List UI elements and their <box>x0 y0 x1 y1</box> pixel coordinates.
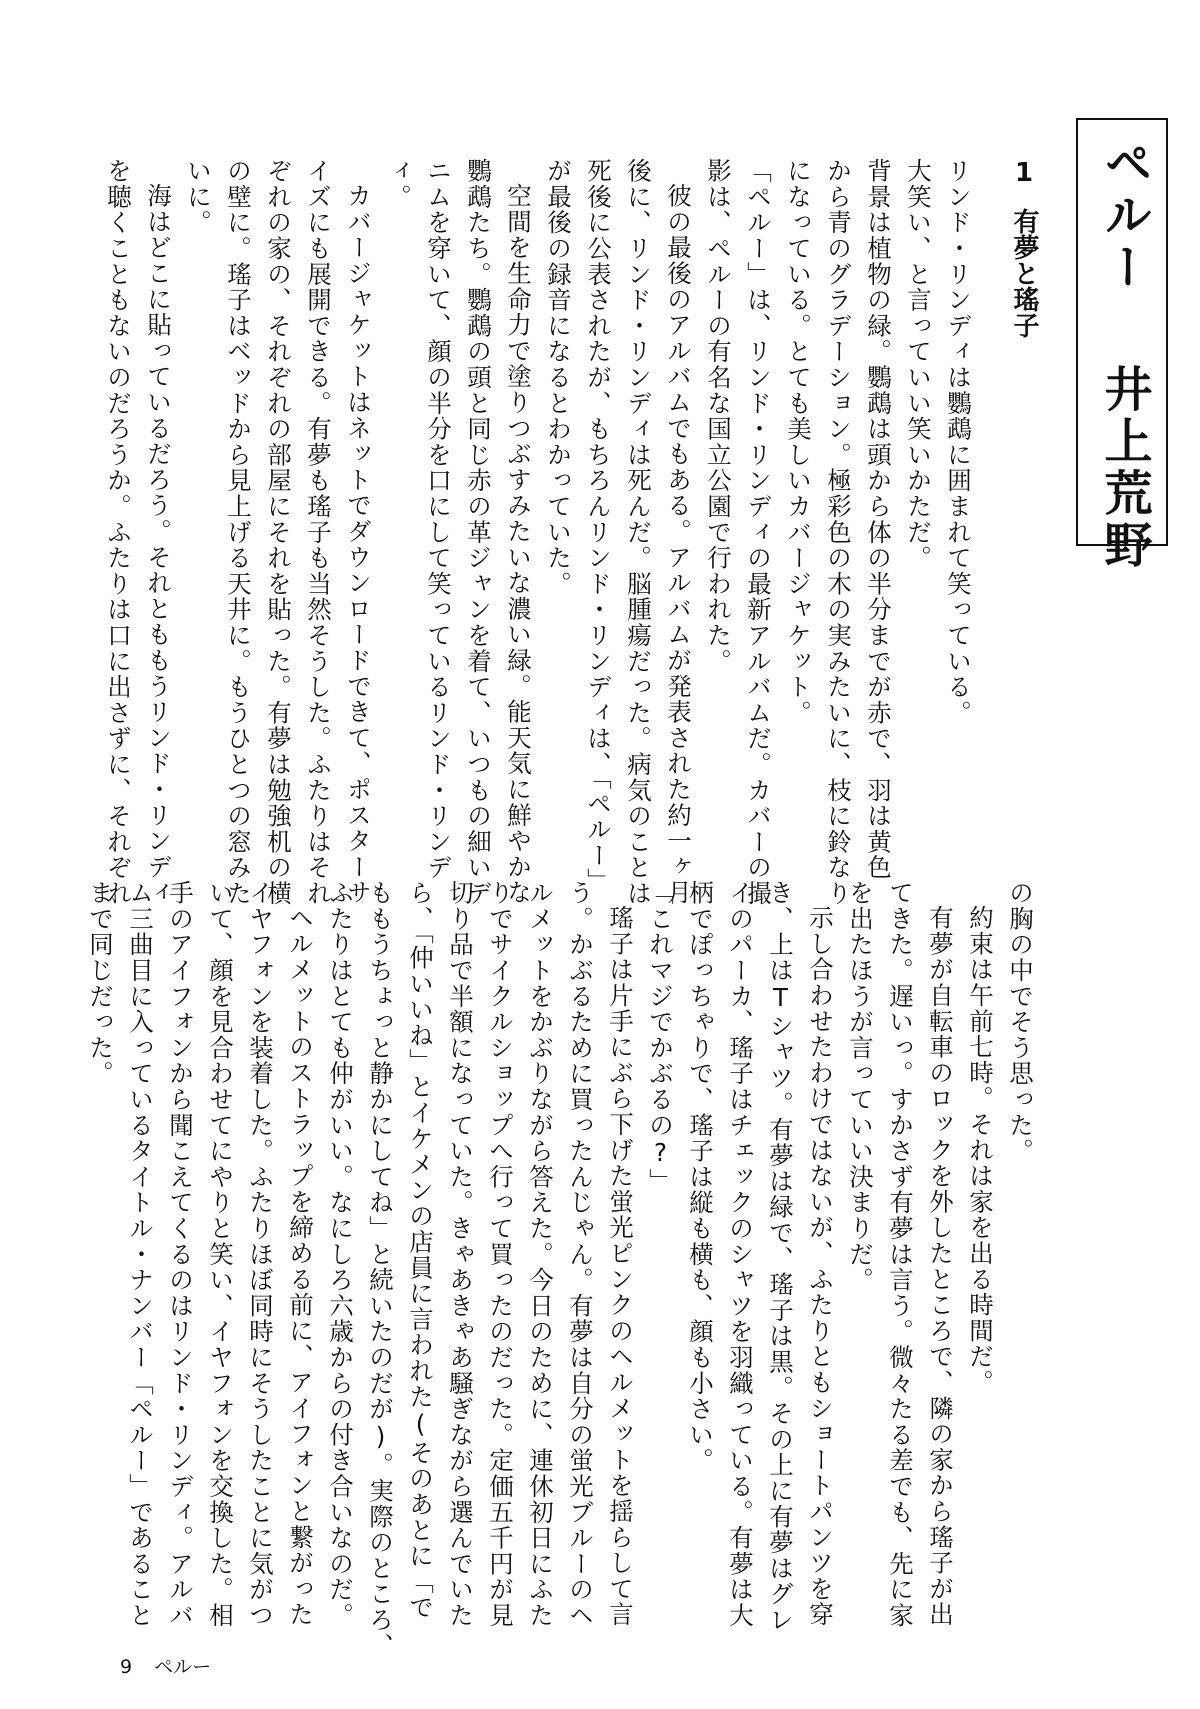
text-line: 鸚鵡たち。鸚鵡の頭と同じ赤の革ジャンを着て、いつもの細いデ <box>464 158 493 907</box>
work-title: ペルー <box>1096 138 1152 294</box>
text-line: 有夢が自転車のロックを外したところで、隣の家から瑤子が出 <box>926 904 955 1627</box>
paragraph <box>778 158 898 907</box>
text-line: まで同じだった。 <box>86 880 115 1087</box>
text-line: を出たほうが言っていい決まりだ。 <box>846 880 875 1293</box>
text-line: 背景は植物の緑。鸚鵡は頭から体の半分までが赤で、羽は黄色 <box>864 158 893 881</box>
text-line: を聴くこともないのだろうか。ふたりは口に出さずに、それぞれ <box>104 158 133 907</box>
section-title: 有夢と瑤子 <box>1009 208 1039 338</box>
text-line: ら、「仲いいね」とイケメンの店員に言われた(そのあとに「で <box>406 880 435 1621</box>
text-line: りでサイクルショップへ行って買ったのだった。定価五千円が見 <box>486 880 515 1629</box>
text-line: う。かぶるために買ったんじゃん。有夢は自分の蛍光ブルーのヘ <box>566 880 595 1629</box>
text-line: 彼の最後のアルバムでもある。アルバムが発表された約一ヶ月 <box>664 182 693 905</box>
text-line: 「これマジでかぶるの?」 <box>646 880 675 1195</box>
upper-text-block <box>104 158 978 907</box>
text-line: になっている。とても美しいカバージャケット。 <box>784 158 813 726</box>
paragraph <box>178 158 378 907</box>
section-heading <box>1006 158 1042 378</box>
text-line: ヘルメットのストラップを締める前に、アイフォンと繋がった <box>286 904 315 1627</box>
paragraph <box>898 158 978 808</box>
text-line: 瑤子は片手にぶら下げた蛍光ピンクのヘルメットを揺らして言 <box>606 904 635 1627</box>
title-line <box>1096 138 1152 572</box>
paragraph <box>640 880 680 1550</box>
paragraph <box>698 158 778 907</box>
page-number: 9 <box>120 1656 133 1678</box>
text-line: リンド・リンディは鸚鵡に囲まれて笑っている。 <box>944 158 973 726</box>
text-line: 大笑い、と言っていい笑いかただ。 <box>904 158 933 571</box>
text-line: ももうちょっと静かにしてね」と続いたのだが)。実際のところ、 <box>366 880 395 1659</box>
text-line: ム三曲目に入っているタイトル・ナンバー「ペルー」であること <box>126 880 155 1629</box>
text-line: 約束は午前七時。それは家を出る時間だ。 <box>966 904 995 1395</box>
paragraph <box>960 880 1000 1550</box>
text-line: が最後の録音になるとわかっていた。 <box>544 158 573 597</box>
text-line: カバージャケットはネットでダウンロードできて、ポスターサ <box>344 182 373 905</box>
paragraph <box>320 880 640 1659</box>
text-line: 「ペルー」は、リンド・リンディの最新アルバムだ。カバーの撮 <box>744 158 773 907</box>
text-line: 影は、ペルーの有名な国立公園で行われた。 <box>704 158 733 674</box>
text-line: 後に、リンド・リンディは死んだ。脳腫瘍だった。病気のことは <box>624 158 653 907</box>
text-line: 柄でぽっちゃりで、瑤子は縦も横も、顔も小さい。 <box>686 880 715 1474</box>
paragraph <box>378 158 538 907</box>
lower-text-block <box>86 880 1040 1659</box>
text-line: 手のアイフォンから聞こえてくるのはリンド・リンディ。アルバ <box>166 880 195 1629</box>
text-line: いて、顔を見合わせてにやりと笑い、イヤフォンを交換した。相 <box>206 880 235 1629</box>
paragraph <box>1000 880 1040 1550</box>
text-line: てきた。遅いっ。すかさず有夢は言う。微々たる差でも、先に家 <box>886 880 915 1629</box>
title-box <box>1076 118 1168 572</box>
text-line: イヤフォンを装着した。ふたりほぼ同時にそうしたことに気がつ <box>246 880 275 1629</box>
running-title: ペルー <box>154 1656 212 1678</box>
text-line: 切り品で半額になっていた。きゃあきゃあ騒ぎながら選んでいた <box>446 880 475 1629</box>
paragraph <box>840 880 960 1629</box>
text-line: 空間を生命力で塗りつぶすみたいな濃い緑。能天気に鮮やかな <box>504 182 533 905</box>
text-line: 示し合わせたわけではないが、ふたりともショートパンツを穿 <box>806 904 835 1627</box>
paragraph <box>680 880 840 1633</box>
text-line: 海はどこに貼っているだろう。それとももうリンド・リンディ <box>144 182 173 905</box>
text-line: イズにも展開できる。有夢も瑤子も当然そうした。ふたりはそれ <box>304 158 333 907</box>
paragraph <box>538 158 698 907</box>
text-line: の壁に。瑤子はベッドから見上げる天井に。もうひとつの窓みた <box>224 158 253 907</box>
section-number: 1 <box>1009 158 1039 188</box>
text-line: ぞれの家の、それぞれの部屋にそれを貼った。有夢は勉強机の横 <box>264 158 293 907</box>
text-line: の胸の中でそう思った。 <box>1006 880 1035 1164</box>
text-line: イのパーカ、瑤子はチェックのシャツを羽織っている。有夢は大 <box>726 880 755 1629</box>
text-line: ルメットをかぶりながら答えた。今日のために、連休初日にふた <box>526 880 555 1629</box>
author-name: 井上荒野 <box>1096 364 1152 572</box>
text-line: き、上はTシャツ。有夢は緑で、瑤子は黒。その上に有夢はグレ <box>766 880 795 1633</box>
page-footer <box>120 1652 211 1679</box>
text-line: ふたりはとても仲がいい。なにしろ六歳からの付き合いなのだ。 <box>326 880 355 1629</box>
text-line: いに。 <box>184 158 213 236</box>
text-line: 死後に公表されたが、もちろんリンド・リンディは、「ペルー」 <box>584 158 613 894</box>
text-line: ニムを穿いて、顔の半分を口にして笑っているリンド・リンデ <box>424 158 453 881</box>
paragraph <box>98 158 178 907</box>
paragraph <box>80 880 320 1629</box>
text-line: から青のグラデーション。極彩色の木の実みたいに、枝に鈴なり <box>824 158 853 907</box>
text-line: ィ。 <box>384 158 413 210</box>
